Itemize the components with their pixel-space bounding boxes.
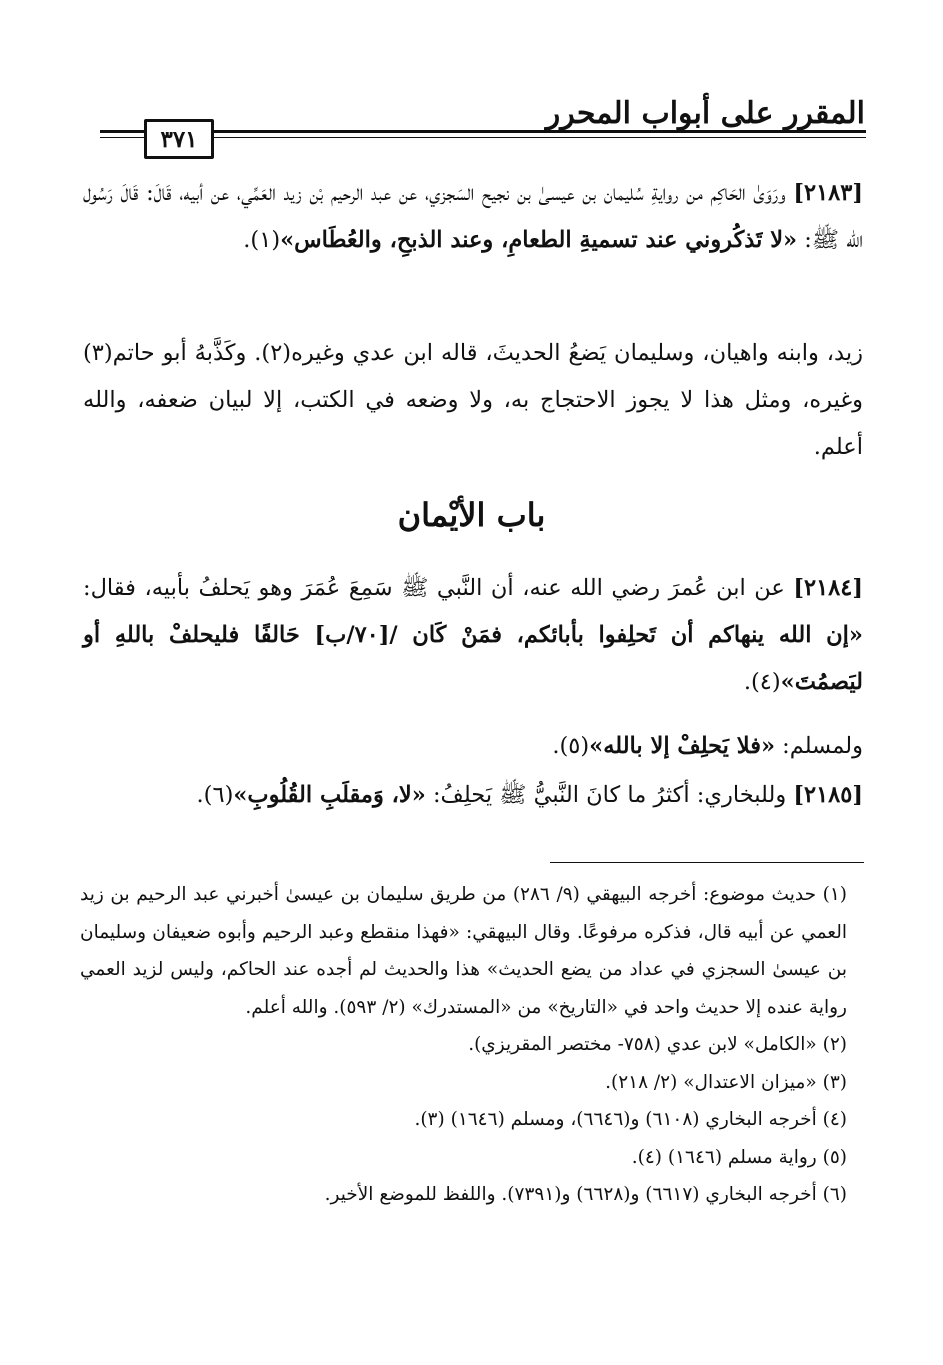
footnote-3: (٣) «ميزان الاعتدال» (٢/ ٢١٨). [605,1071,847,1093]
hadith-quote: «فلا يَحلِفْ إلا بالله» [589,733,776,759]
header-rule-thin [100,137,866,138]
paragraph-text: ولمسلم: [775,733,863,759]
footnote-5: (٥) رواية مسلم (١٦٤٦) (٤). [631,1146,847,1168]
paragraph-commentary: زيد، وابنه واهيان، وسليمان يَضعُ الحديثَ، قاله ابن عدي وغيره(٢). وكَذَّبهُ أبو حاتم(٣) وغيره، ومثل هذا لا يجوز الاحتجاج به، ولا وضعه في الكتب، إلا لبيان ضعفه، والله أعلم. [83,340,863,460]
footnote-1: (١) حديث موضوع: أخرجه البيهقي (٩/ ٢٨٦) من طريق سليمان بن عيسىٰ أخبرني عبد الرحيم بن زيد العمي عن أبيه قال، فذكره مرفوعًا. وقال البيهقي: «فهذا منقطع وعبد الرحيم وأبوه ضعيفان وسليمان بن عيسىٰ السجزي في عداد من يضع الحديث» هذا والحديث لم أجده عند الحاكم، وليس لزيد العمي رواية عنده إلا حديث واحد في «التاريخ» من «المستدرك» (٢/ ٥٩٣). والله أعلم. [80,884,847,1018]
hadith-quote: «إن الله ينهاكم أن تَحلِفوا بأبائكم، فمَنْ كَان /[٧٠/ب] حَالفًا فليحلفْ باللهِ أو ليَصمُتَ» [83,622,863,695]
paragraph-text: وللبخاري: أكثرُ ما كانَ النَّبيُّ ﷺ يَحلِفُ: [425,782,794,808]
footnote-ref: (١). [243,227,281,253]
footnote-4: (٤) أخرجه البخاري (٦١٠٨) و(٦٦٤٦)، ومسلم (١٦٤٦) (٣). [414,1109,847,1130]
hadith-number: [٢١٨٤] [793,575,863,601]
chapter-title: باب الأيْمان [397,496,546,534]
paragraph-2183 [83,170,863,264]
footnote-ref: (٤). [743,669,781,695]
hadith-number: [٢١٨٥] [793,782,863,808]
page-number: ٣٧١ [144,119,214,159]
footnotes [80,876,863,1214]
footnote-ref: (٦). [196,782,234,808]
hadith-quote: «لا، وَمقلَبِ القُلُوبِ» [233,782,426,808]
footnote-2: (٢) «الكامل» لابن عدي (٧٥٨- مختصر المقريزي). [468,1034,847,1055]
paragraph-text: ورَوَىٰ الحَاكِم من روايةِ سُليمان بن عيسىٰ بن نجيح السَجزي، عن عبد الرحيم بْن زيد العَمِّي، عن أبيه، قَالَ: قَالَ رَسُول الله ﷺ: [83,180,863,253]
footnote-6: (٦) أخرجه البخاري (٦٦١٧) و(٦٦٢٨) و(٧٣٩١). واللفظ للموضع الأخير. [324,1184,847,1205]
running-title: المقرر على أبواب المحرر [545,96,865,131]
footnote-ref: (٥). [552,733,590,759]
paragraph-muslim [83,723,863,770]
paragraph-2185 [83,772,863,819]
paragraph-2184 [83,565,863,706]
hadith-quote: «لا تَذكُروني عند تسميةِ الطعامِ، وعند الذبحِ، والعُطَاس» [280,227,798,253]
paragraph-text: عن ابن عُمرَ رضي الله عنه، أن النَّبي ﷺ سَمِعَ عُمَرَ وهو يَحلفُ بأبيه، فقال: [83,575,794,601]
hadith-number: [٢١٨٣] [793,180,863,206]
header-rule [100,130,866,133]
footnote-separator [550,862,864,863]
